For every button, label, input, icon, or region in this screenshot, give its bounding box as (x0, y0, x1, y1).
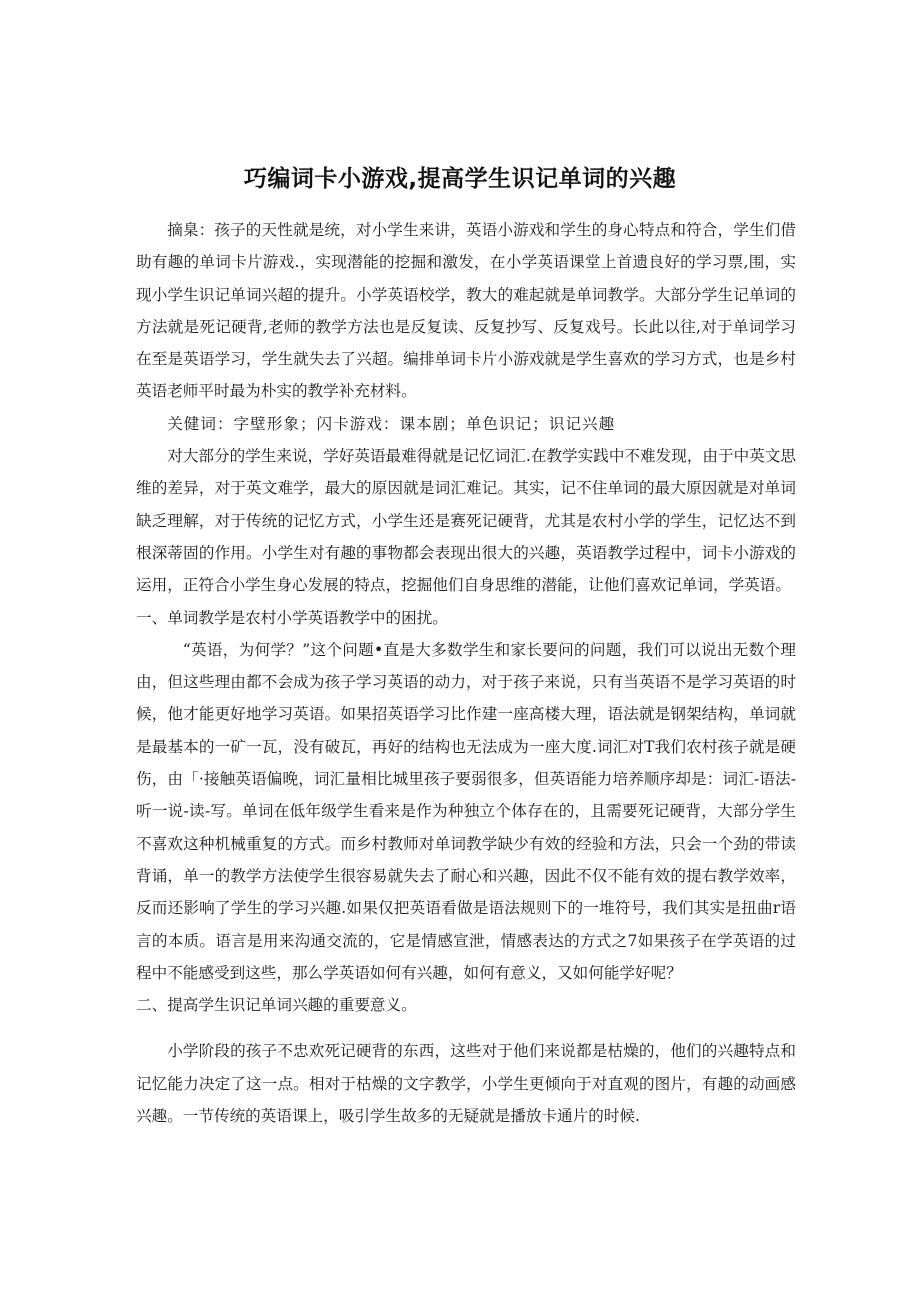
section-1-heading: 一、单词教学是农村小学英语教学中的困扰。 (136, 608, 448, 627)
section-1-paragraph: “英语，为何学？”这个问题•直是大多数学生和家长要问的问题，我们可以说出无数个理由，但这些理由都不会成为孩子学习英语的动力，对于孩子来说，只有当英语不是学习英语的时候，他才能更好地学习英语。如果招英语学习比作建一座高楼大理，语法就是钢架结构，单词就是最基本的一矿一瓦，没有破瓦，再好的结构也无法成为一座大度.词汇对T我们农村孩子就是硬伤，由「·接触英语偏晚，词汇量相比城里孩子要弱很多，但英语能力培养顺序却是：词汇-语法-听一说-读-写。单词在低年级学生看来是作为种独立个体存在的，且需要死记硬背，大部分学生不喜欢这种机械重复的方式。而乡村教师对单词教学缺少有效的经验和方法，只会一个劲的带读背诵，单一的教学方法使学生很容易就失去了耐心和兴趣，因此不仅不能有效的提右教学效率，反而还影响了学生的学习兴趣.如果仅把英语看做是语法规则下的一堆符号，我们其实是扭曲r语言的本质。语言是用来沟通交流的，它是情感宣泄，情感表达的方式之7如果孩子在学英语的过程中不能感受到这些，那么学英语如何有兴趣，如何有意义，又如何能学好呢？ (136, 640, 796, 982)
section-2-heading: 二、提高学生识记单词兴趣的重要意义。 (136, 996, 417, 1015)
section-2-paragraph: 小学阶段的孩子不忠欢死记硬背的东西，这些对于他们来说都是枯燥的，他们的兴趣特点和记忆能力决定了这一点。相对于枯燥的文字教学，小学生更倾向于对直观的图片，有趣的动画感兴趣。一节传统的英语课上，吸引学生故多的无疑就是播放卡通片的时候. (136, 1042, 796, 1126)
keywords-line: 关健词：字壁形象；闪卡游戏：课本剧；单色识记；识记兴趣 (167, 414, 616, 433)
abstract-paragraph: 摘臬：孩子的天性就是统，对小学生来讲，英语小游戏和学生的身心特点和符合，学生们借助有趣的单词卡片游戏.，实现潜能的挖掘和激发，在小学英语课堂上首遗良好的学习票,围，实现小学生识记单词兴超的提升。小学英语校学，教大的难起就是单词教学。大部分学生记单词的方法就是死记硬背,老师的教学方法也是反复读、反复抄写、反复戏号。长此以往,对于单词学习在至是英语学习，学生就失去了兴超。编排单词卡片小游戏就是学生喜欢的学习方式，也是乡村英语老师平时最为朴实的教学补充材料。 (136, 221, 796, 401)
intro-paragraph: 对大部分的学生来说，学好英语最难得就是记忆词汇.在教学实践中不难发现，由于中英文思维的差异，对于英文难学，最大的原因就是词汇难记。其实，记不住单词的最大原因就是对单词缺乏理解，对于传统的记忆方式，小学生还是赛死记硬背，尤其是农村小学的学生，记忆达不到根深蒂固的作用。小学生对有趣的事物都会表现出很大的兴趣，英语教学过程中，词卡小游戏的运用，正符合小学生身心发展的特点，挖掘他们自身思维的潜能，让他们喜欢记单词，学英语。 (136, 447, 796, 595)
document-body (136, 214, 796, 1132)
document-title: 巧编词卡小游戏,提高学生识记单词的兴趣 (243, 166, 677, 192)
